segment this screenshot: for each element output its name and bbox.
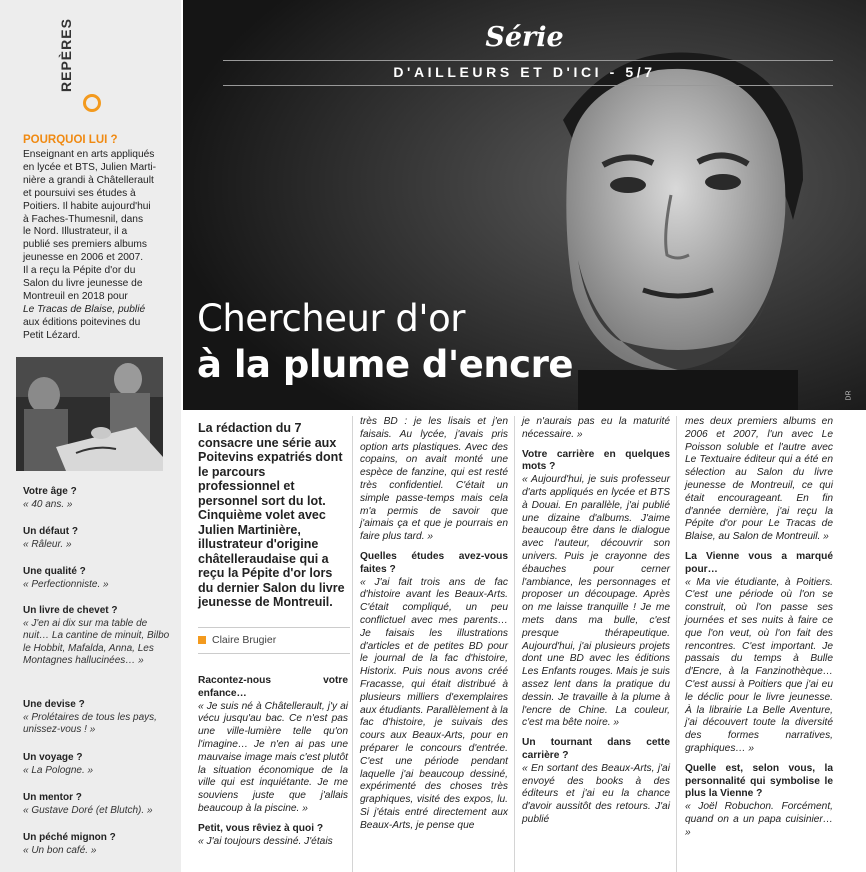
byline-rule [198,627,350,628]
article-column-3 [522,416,670,827]
headline-line2: à la plume d'encre [197,343,573,386]
series-subtitle: D'AILLEURS ET D'ICI - 5/7 [393,64,656,80]
column-divider [676,416,677,872]
headline-line1: Chercheur d'or [197,297,465,340]
qa-qualite: Une qualité ? « Perfectionniste. » [23,566,109,590]
series-rule-bottom [223,85,833,86]
workshop-photo [16,357,163,471]
series-title: Série [485,22,564,53]
question: Quelles études avez-vous faites ? [360,550,508,575]
question: La Vienne vous a marqué pour… [685,550,833,575]
qa-voyage: Un voyage ? « La Pologne. » [23,752,94,776]
answer: « J'ai toujours dessiné. J'étais [198,835,333,847]
photo-credit: DR [845,390,853,401]
answer: mes deux premiers albums en 2006 et 2007, l'un avec Le Poisson soluble et l'autre avec Le Textuaire éditeur qui a été en sélection au Salon du livre jeunesse de Montreuil, ce qui était encourageant. En fin d'année dernière, j'ai reçu la Pépite d'or pour Le Tracas de Blaise, au Salon de Montreuil. » [685,416,833,543]
why-title: POURQUOI LUI ? [23,134,118,146]
qa-livre: Un livre de chevet ? « J'en ai dix sur ma table de nuit… La cantine de minuit, Bilbo le Hobbit, Mafalda, Anna, Les Montagnes hallucinées… » [23,605,170,666]
answer: très BD : je les lisais et j'en faisais. Au lycée, j'avais pris option arts plastiques. Avec des copains, on avait monté une espèce de fanzine, qui est resté très confidentiel. C'était un simple passe-temps mais cela m'a permis de savoir que j'aimais ça et que je pourrais en faire plus tard. » [360,416,508,543]
ring-icon [83,94,101,112]
byline [198,634,276,646]
author-name: Claire Brugier [212,634,277,646]
answer: « J'ai fait trois ans de fac d'histoire avant les Beaux-Arts. C'était compliqué, un peu conflictuel avec mes parents… Je faisais les illustrations d'articles et de petites BD pour le journal de la fac d'histoire, Historix. Puis nous avons créé Fracasse, qui était distribué à plusieurs milliers d'exemplaires aux étudiants. Parallèlement à la fac d'histoire, je suivais des cours aux Beaux-Arts, pour en préparer le concours d'entrée. C'est une période pendant laquelle j'ai beaucoup dessiné, expérimenté des choses très graphiques, visité des expos, lu. Si j'étais entré directement aux Beaux-Arts, je pense que [360,576,508,831]
question: Votre carrière en quelques mots ? [522,448,670,473]
qa-defaut: Un défaut ? « Râleur. » [23,526,78,550]
column-divider [352,416,353,872]
answer: « Ma vie étudiante, à Poitiers. C'est une période où l'on se construit, où l'on passe ses journées et ses nuits à faire ce que l'on veut, où l'on fait des rencontres. C'est important. Je passais du temps à Bulle d'Encre, à la Fanzinothèque… C'est aussi à Poitiers que j'ai eu le déclic pour le livre jeunesse. À la librairie La Belle Aventure, j'ai découvert toute la diversité des formes narratives, graphiques… » [685,576,833,754]
question: Racontez-nous votre enfance… [198,675,348,699]
question: Un tournant dans cette carrière ? [522,737,670,761]
answer: « Je suis né à Châtellerault, j'y ai vécu jusqu'au bac. Ce n'est pas une ville-lumière telle qu'on l'imagine… Je n'en ai pas une mauvaise image mais c'est plutôt la situation économique de la ville qui est inquiétante. Je me souviens juste que j'allais beaucoup à la piscine. » [198,700,348,814]
why-text: Enseignant en arts appliqués en lycée et BTS, Julien Marti- nière a grandi à Châtellerault et poursuivi ses études à Poitiers. Il habite aujourd'hui à Faches-Thumesnil, dans le Nord. Illustrateur, il a publié ses premiers albums jeunesse en 2006 et 2007. Il a reçu la Pépite d'or du Salon du livre jeunesse de Montreuil en 2018 pour Le Tracas de Blaise, publié aux éditions poitevines du Petit Lézard. [23,149,157,341]
byline-rule [198,653,350,654]
qa-peche: Un péché mignon ? « Un bon café. » [23,832,116,856]
qa-age: Votre âge ? « 40 ans. » [23,486,77,510]
article-column-2 [360,416,508,833]
reperes-label: REPÈRES [58,18,74,92]
qa-devise: Une devise ? « Prolétaires de tous les pays, unissez-vous ! » [23,699,157,735]
qa-mentor: Un mentor ? « Gustave Doré (et Blutch). » [23,792,153,816]
series-rule-top [223,60,833,61]
column-divider [514,416,515,872]
answer: « En sortant des Beaux-Arts, j'ai envoyé des books à des éditeurs et j'ai eu la chance d'avoir aussitôt des retours. J'ai publié [522,762,670,825]
article-column-4 [685,416,833,840]
article-intro: La rédaction du 7 consacre une série aux Poitevins expatriés dont le parcours professionnel et personnel sort du lot. Cinquième volet avec Julien Martinière, illustrateur d'origine châtelleraudaise qui a reçu la Pépite d'or lors du dernier Salon du livre jeunesse de Montreuil. [198,421,345,609]
answer: « Aujourd'hui, je suis professeur d'arts appliqués en lycée et BTS à Douai. En parallèle, j'ai publié une dizaine d'albums. J'aime beaucoup être dans le dialogue avec l'auteur, découvrir son univers. Puis je crayonne des ébauches pour cerner l'ambiance, les personnages et proposer un découpage. Après on me laisse tranquille ! Je me mets dans ma bulle, c'est presque thérapeutique. Aujourd'hui, j'ai plusieurs projets dont une BD avec les éditions Les Enfants rouges. Mais je suis assez lent dans la pratique du dessin. Je travaille à la plume à l'encre de Chine. La couleur, c'est ma bête noire. » [522,474,670,729]
bullet-square-icon [198,636,206,644]
hero-banner [183,0,866,410]
article-column-1 [198,675,348,848]
question: Quelle est, selon vous, la personnalité qui symbolise le plus la Vienne ? [685,762,833,800]
answer: « Joël Robuchon. Forcément, quand on a un papa cuisinier… » [685,801,833,838]
question: Petit, vous rêviez à quoi ? [198,822,324,834]
answer: je n'aurais pas eu la maturité nécessaire. » [522,416,670,440]
